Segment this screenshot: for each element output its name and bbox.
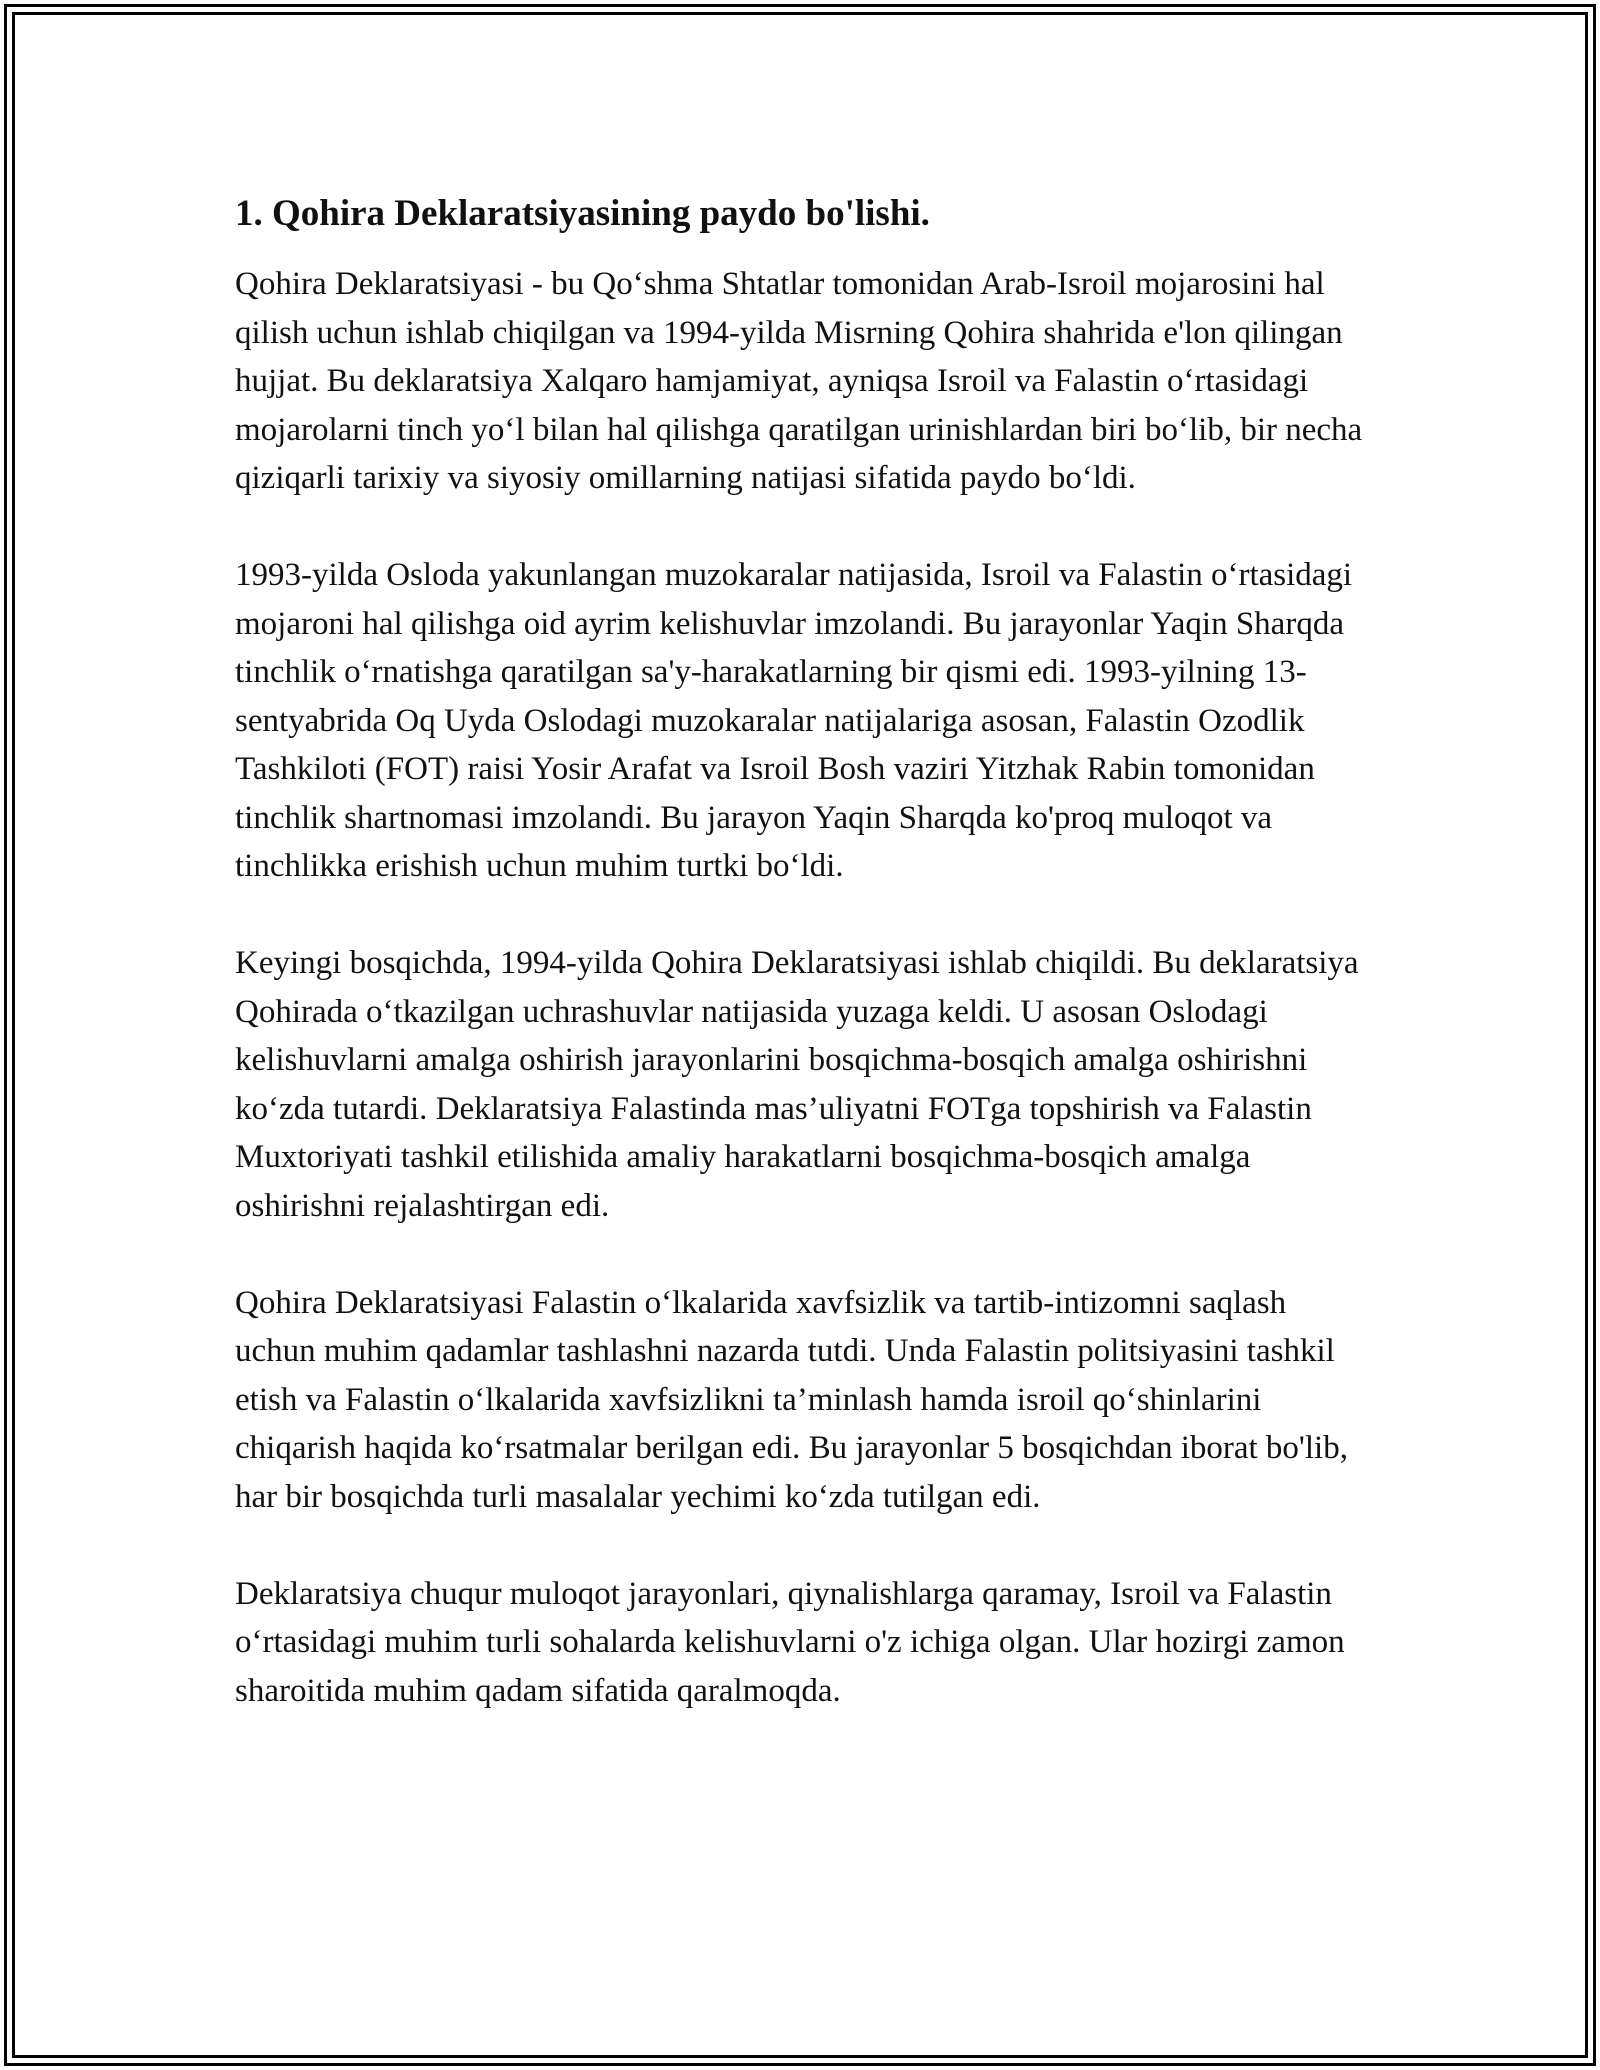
document-body	[235, 188, 1365, 1764]
paragraph-2: 1993-yilda Osloda yakunlangan muzokaralar natijasida, Isroil va Falastin o‘rtasidagi mojaroni hal qilishga oid ayrim kelishuvlar imzolandi. Bu jarayonlar Yaqin Sharqda tinchlik o‘rnatishga qaratilgan sa'y-harakatlarning bir qismi edi. 1993-yilning 13-sentyabrida Oq Uyda Oslodagi muzokaralar natijalariga asosan, Falastin Ozodlik Tashkiloti (FOT) raisi Yosir Arafat va Isroil Bosh vaziri Yitzhak Rabin tomonidan tinchlik shartnomasi imzolandi. Bu jarayon Yaqin Sharqda ko'proq muloqot va tinchlikka erishish uchun muhim turtki bo‘ldi.	[235, 557, 1353, 884]
paragraph-5: Deklaratsiya chuqur muloqot jarayonlari, qiynalishlarga qaramay, Isroil va Falastin o‘rtasidagi muhim turli sohalarda kelishuvlarni o'z ichiga olgan. Ular hozirgi zamon sharoitida muhim qadam sifatida qaralmoqda.	[235, 1575, 1345, 1709]
paragraph-4: Qohira Deklaratsiyasi Falastin o‘lkalarida xavfsizlik va tartib-intizomni saqlash uchun muhim qadamlar tashlashni nazarda tutdi. Unda Falastin politsiyasini tashkil etish va Falastin o‘lkalarida xavfsizlikni ta’minlash hamda isroil qo‘shinlarini chiqarish haqida ko‘rsatmalar berilgan edi. Bu jarayonlar 5 bosqichdan iborat bo'lib, har bir bosqichda turli masalalar yechimi ko‘zda tutilgan edi.	[235, 1284, 1348, 1515]
paragraph-1: Qohira Deklaratsiyasi - bu Qo‘shma Shtatlar tomonidan Arab-Isroil mojarosini hal qilish uchun ishlab chiqilgan va 1994-yilda Misrning Qohira shahrida e'lon qilingan hujjat. Bu deklaratsiya Xalqaro hamjamiyat, ayniqsa Isroil va Falastin o‘rtasidagi mojarolarni tinch yo‘l bilan hal qilishga qaratilgan urinishlardan biri bo‘lib, bir necha qiziqarli tarixiy va siyosiy omillarning natijasi sifatida paydo bo‘ldi.	[235, 266, 1363, 496]
paragraph-3: Keyingi bosqichda, 1994-yilda Qohira Deklaratsiyasi ishlab chiqildi. Bu deklaratsiya Qohirada o‘tkazilgan uchrashuvlar natijasida yuzaga keldi. U asosan Oslodagi kelishuvlarni amalga oshirish jarayonlarini bosqichma-bosqich amalga oshirishni ko‘zda tutardi. Deklaratsiya Falastinda mas’uliyatni FOTga topshirish va Falastin Muxtoriyati tashkil etilishida amaliy harakatlarni bosqichma-bosqich amalga oshirishni rejalashtirgan edi.	[235, 945, 1359, 1224]
section-heading: 1. Qohira Deklaratsiyasining paydo bo'lishi.	[235, 193, 930, 234]
